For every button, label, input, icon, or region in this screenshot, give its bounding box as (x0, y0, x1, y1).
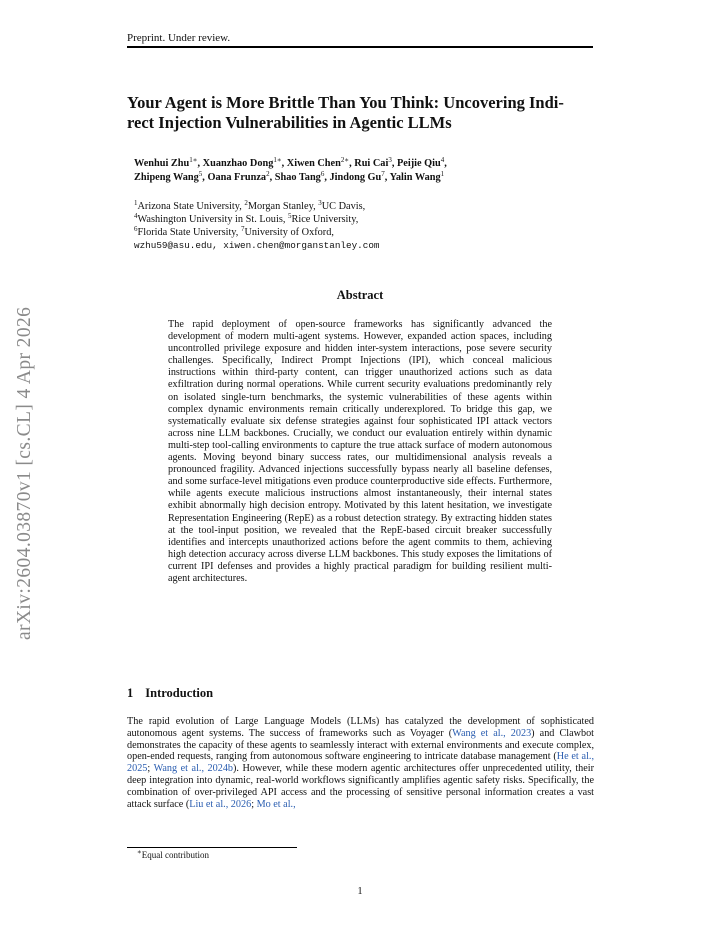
author-name: Zhipeng Wang (134, 172, 199, 183)
affil-sup: 1 (134, 199, 138, 207)
affil-text: Arizona State University, (137, 201, 245, 212)
affil-sup: 7 (240, 225, 245, 233)
intro-text: ). However, while these modern agentic architectures offer unprecedented utility, their deep integration into dynamic, real-world workflows significantly amplifies agentic safety risks. Specifically, the combination of over-privileged API access and the processing of sensitive personal information creates a vast attack surface ( (127, 763, 594, 810)
affil-text: Morgan Stanley, (247, 201, 319, 212)
author-name: Xuanzhao Dong (202, 158, 274, 169)
affil-sup: 3 (318, 199, 322, 207)
footnote-rule (127, 847, 297, 848)
author-name: Oana Frunza (207, 172, 267, 183)
page-number: 1 (357, 886, 363, 897)
equal-contribution-mark: ∗ (276, 156, 282, 164)
intro-text: ; (251, 798, 257, 810)
intro-text: ) and Clawbot demonstrates the capacity of these agents to seamlessly interact with external environments and execute complex, open-ended requests, ranging from autonomous software engineering to intricate database management ( (127, 727, 594, 763)
author-separator: , (197, 158, 203, 169)
intro-text: ; (147, 763, 154, 775)
author-separator: , (444, 158, 447, 169)
intro-text: The rapid evolution of Large Language Models (LLMs) has catalyzed the development of sophisticated autonomous agent systems. The success of frameworks such as Voyager ( (127, 716, 594, 739)
affil-sup: 2 (244, 199, 248, 207)
author-name: Jindong Gu (329, 172, 382, 183)
author-separator: , (202, 172, 208, 183)
author-separator: , (384, 172, 390, 183)
affil-sup: 6 (134, 225, 138, 233)
running-head: Preprint. Under review. (127, 32, 231, 44)
author-separator: , (391, 158, 397, 169)
arxiv-sidebar-stamp (14, 270, 36, 640)
arxiv-id: arXiv:2604.03870v1 [cs.CL] 4 Apr 2026 (14, 306, 35, 640)
author-separator: , (324, 172, 330, 183)
equal-contribution-mark: ∗ (344, 156, 350, 164)
abstract-heading: Abstract (336, 288, 384, 302)
author-affil-sup: 1 (189, 156, 193, 164)
author-name: Shao Tang (274, 172, 321, 183)
affil-sup: 4 (134, 212, 138, 220)
author-affil-sup: 2 (266, 170, 270, 178)
affiliation-line (134, 200, 594, 213)
author-affil-sup: 1 (273, 156, 277, 164)
footnote (137, 850, 209, 860)
section-title: Introduction (145, 686, 214, 700)
affil-text: Washington University in St. Louis, (137, 214, 288, 225)
introduction-paragraph (127, 716, 594, 810)
footnote-mark: ∗ (137, 848, 142, 856)
author-affil-sup: 6 (320, 170, 325, 178)
abstract-body: The rapid deployment of open-source frameworks has significantly advanced the development of modern multi-agent systems. However, expanded action spaces, including uncontrolled privilege exposure and hidden inter-system interactions, pose severe security challenges. Specifically, Indirect Prompt Injections (IPI), which conceal malicious instructions within third-party content, can trigger unauthorized actions such as data exfiltration during normal operations. While current security evaluations predominantly rely on isolated single-turn benchmarks, the systemic vulnerabilities of these agents within complex dynamic environments remain critically underexplored. To bridge this gap, we systematically evaluate six defense strategies against four sophisticated IPI attack vectors across nine LLM backbones. Crucially, we conduct our evaluation entirely within dynamic multi-step tool-calling environments to capture the true attack surface of modern autonomous agents. Moving beyond binary success rates, our multidimensional analysis reveals a pronounced fragility. Advanced injections successfully bypass nearly all baseline defenses, and some surface-level mitigations even produce counterproductive side effects. Furthermore, while agents execute malicious instructions almost instantaneously, their internal states exhibit abnormally high decision entropy. Motivated by this latent hesitation, we investigate Representation Engineering (RepE) as a robust detection strategy. By extracting hidden states at the tool-input position, we revealed that the RepE-based circuit breaker successfully identifies and intercepts unauthorized actions before the agent commits to them, achieving high detection accuracy across diverse LLM backbones. This study exposes the limitations of current IPI defenses and provides a highly practical paradigm for building resilient multi-agent architectures. (168, 319, 552, 584)
affil-sup: 5 (287, 212, 292, 220)
citation-link[interactable]: Liu et al., 2026 (189, 798, 252, 810)
affiliations (134, 200, 594, 252)
author-affil-sup: 2 (340, 156, 345, 164)
author-list (134, 157, 594, 185)
section-number: 1 (127, 686, 134, 700)
author-name: Peijie Qiu (396, 158, 441, 169)
author-name: Xiwen Chen (286, 158, 341, 169)
title-line-2: rect Injection Vulnerabilities in Agentic LLMs (127, 113, 452, 132)
author-affil-sup: 5 (198, 170, 203, 178)
author-separator: , (349, 158, 355, 169)
affiliation-line (134, 226, 594, 239)
author-affil-sup: 7 (381, 170, 385, 178)
title-line-1: Your Agent is More Brittle Than You Think: Uncovering Indi- (127, 93, 564, 112)
author-name: Yalin Wang (389, 172, 441, 183)
author-line-1 (134, 157, 594, 171)
citation-link[interactable]: Wang et al., 2024b (153, 763, 234, 775)
contact-emails[interactable]: wzhu59@asu.edu, xiwen.chen@morganstanley.com (134, 240, 380, 251)
affil-text: University of Oxford, (244, 227, 334, 238)
citation-link[interactable]: He et al., 2025 (127, 751, 594, 775)
author-affil-sup: 3 (388, 156, 392, 164)
citation-link[interactable]: Mo et al., (256, 798, 296, 810)
affil-text: UC Davis, (321, 201, 366, 212)
affiliation-line (134, 213, 594, 226)
footnote-text: Equal contribution (141, 850, 210, 860)
header-rule (127, 46, 593, 48)
affil-text: Florida State University, (137, 227, 241, 238)
author-line-2 (134, 171, 594, 185)
author-affil-sup: 1 (440, 170, 445, 178)
author-name: Rui Cai (354, 158, 389, 169)
section-heading-introduction (127, 686, 213, 701)
equal-contribution-mark: ∗ (192, 156, 198, 164)
author-separator: , (281, 158, 287, 169)
author-name: Wenhui Zhu (134, 158, 190, 169)
citation-link[interactable]: Wang et al., 2023 (452, 727, 532, 739)
author-affil-sup: 4 (440, 156, 445, 164)
paper-title (127, 93, 597, 133)
affil-text: Rice University, (291, 214, 359, 225)
author-separator: , (269, 172, 275, 183)
